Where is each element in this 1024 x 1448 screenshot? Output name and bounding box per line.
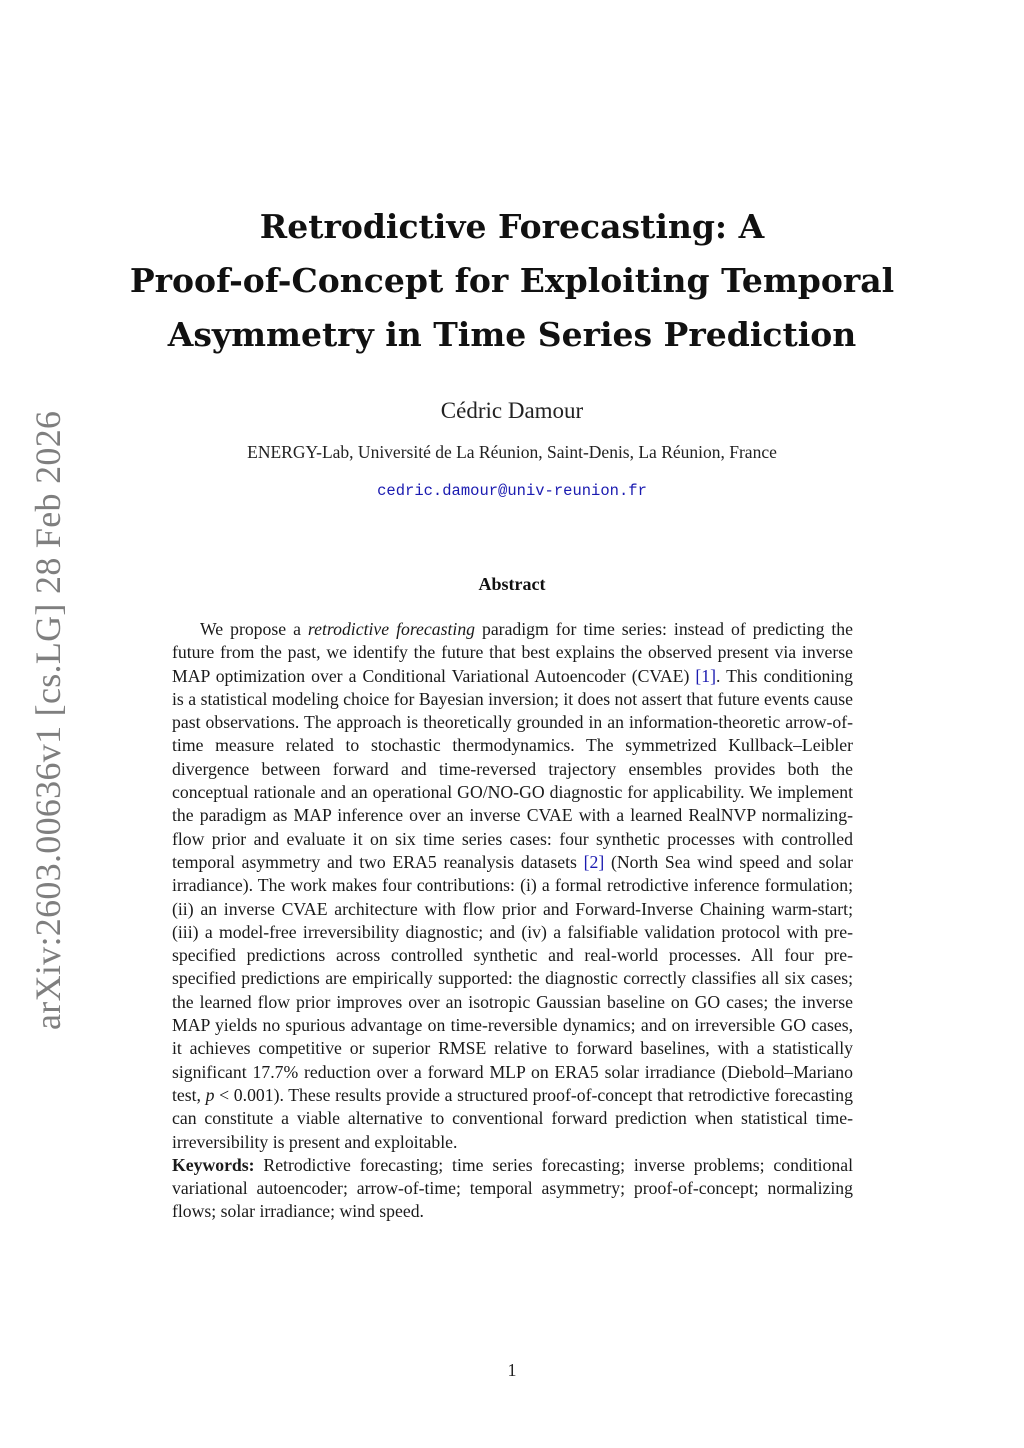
author-email-link[interactable]: cedric.damour@univ-reunion.fr <box>377 482 647 500</box>
title-line-3: Asymmetry in Time Series Prediction <box>167 315 857 354</box>
author-affiliation: ENERGY-Lab, Université de La Réunion, Saint-Denis, La Réunion, France <box>247 442 777 462</box>
author-name: Cédric Damour <box>440 398 584 423</box>
citation-link-2[interactable]: [2] <box>583 851 605 872</box>
abstract-text-1: We propose a <box>200 619 308 639</box>
arxiv-identifier-stamp: arXiv:2603.00636v1 [cs.LG] 28 Feb 2026 <box>28 410 68 1030</box>
title-line-1: Retrodictive Forecasting: A <box>259 207 765 246</box>
abstract-emphasis: retrodictive forecasting <box>307 619 476 639</box>
page-number: 1 <box>507 1360 517 1380</box>
abstract-body <box>172 618 853 1224</box>
keywords-paragraph <box>172 1154 853 1224</box>
abstract-text-2: paradigm for time series: instead of predicting the future from the past, we identify the future that best explains the observed present via inverse MAP optimization over a Conditional Variational Autoencoder (CVAE) <box>172 619 853 686</box>
abstract-text-3: . This conditioning is a statistical modeling choice for Bayesian inversion; it does not assert that future events cause past observations. The approach is theoretically grounded in an information-theoretic arrow-of-time measure related to stochastic thermodynamics. The symmetrized Kullback–Leibler divergence between forward and time-reversed trajectory ensembles provides both the conceptual rationale and an operational GO/NO-GO diagnostic for applicability. We implement the paradigm as MAP inference over an inverse CVAE with a learned RealNVP normalizing-flow prior and evaluate it on six time series cases: four synthetic processes with controlled temporal asymmetry and two ERA5 reanalysis datasets <box>172 665 853 872</box>
title-line-2: Proof-of-Concept for Exploiting Temporal <box>129 261 895 300</box>
abstract-text-4: (North Sea wind speed and solar irradiance). The work makes four contributions: (i) a formal retrodictive inference formulation; (ii) an inverse CVAE architecture with flow prior and Forward-Inverse Chaining warm-start; (iii) a model-free irreversibility diagnostic; and (iv) a falsifiable validation protocol with pre-specified predictions across controlled synthetic and real-world processes. All four pre-specified predictions are empirically supported: the diagnostic correctly classifies all six cases; the learned flow prior improves over an isotropic Gaussian baseline on GO cases; the inverse MAP yields no spurious advantage on time-reversible dynamics; and on irreversible GO cases, it achieves competitive or superior RMSE relative to forward baselines, with a statistically significant 17.7% reduction over a forward MLP on ERA5 solar irradiance (Diebold–Mariano test, <box>172 851 853 1105</box>
p-value-variable: p <box>205 1084 215 1105</box>
keywords-text: Retrodictive forecasting; time series forecasting; inverse problems; conditional variational autoencoder; arrow-of-time; temporal asymmetry; proof-of-concept; normalizing flows; solar irradiance; wind speed. <box>172 1154 853 1222</box>
abstract-paragraph <box>172 618 853 1154</box>
keywords-label: Keywords: <box>172 1154 255 1175</box>
citation-link-1[interactable]: [1] <box>695 665 716 686</box>
paper-title <box>120 200 904 362</box>
abstract-heading: Abstract <box>478 574 546 594</box>
abstract-text-5: < 0.001). These results provide a structured proof-of-concept that retrodictive forecasting can constitute a viable alternative to conventional forward prediction when statistical time-irreversibility is present and exploitable. <box>172 1084 853 1152</box>
